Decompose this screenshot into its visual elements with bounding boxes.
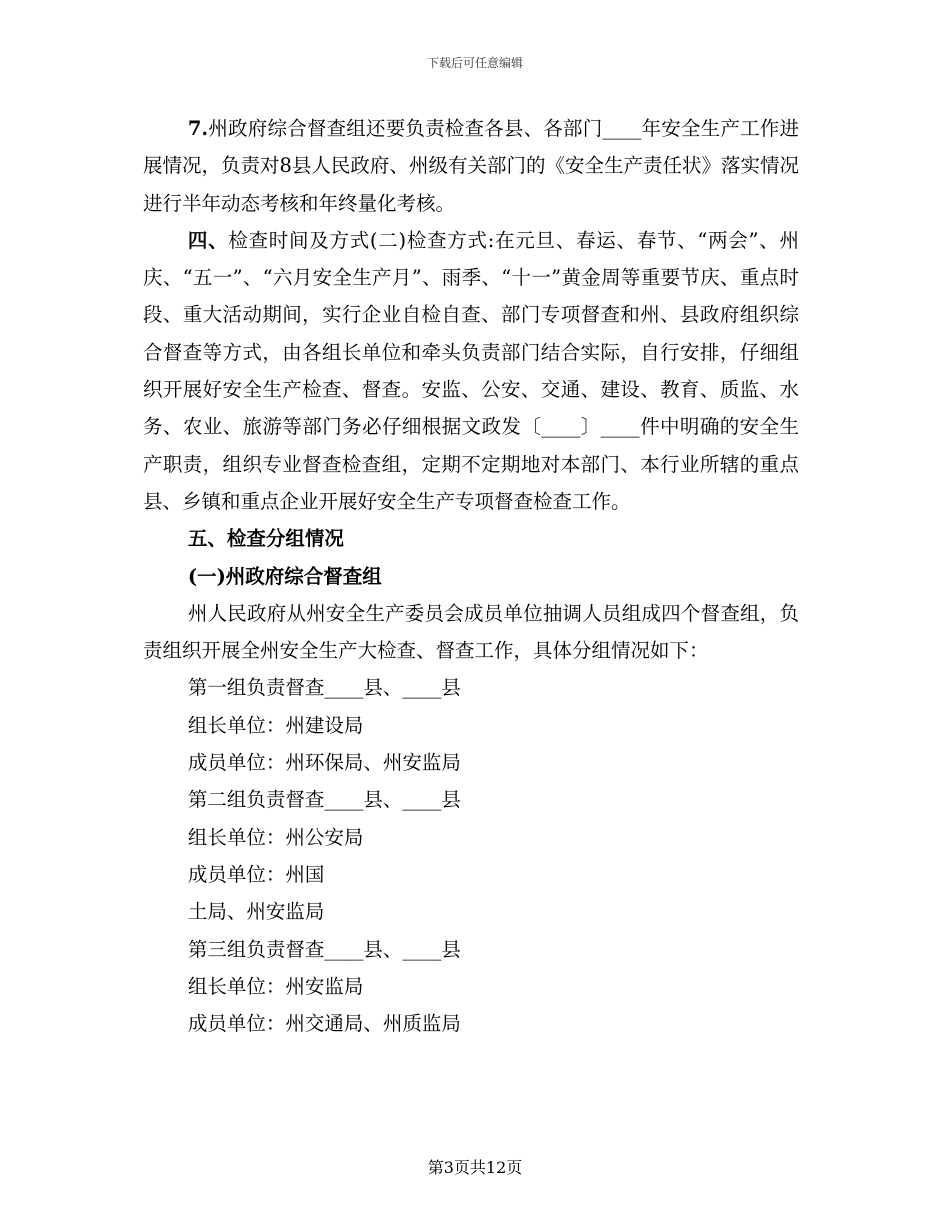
group-line: 第二组负责督查____县、____县 bbox=[187, 788, 461, 812]
paragraph-section-4 bbox=[143, 222, 799, 520]
group-line: 成员单位：州环保局、州安监局 bbox=[187, 751, 461, 775]
group-line: 组长单位：州建设局 bbox=[187, 713, 364, 737]
paragraph-text: 检查时间及方式(二)检查方式:在元旦、春运、春节、“两会”、州庆、“五一”、“六月安全生产月”、雨季、“十一”黄金周等重要节庆、重点时段、重大活动期间，实行企业自检自查、部门专项督查和州、县政府组织综合督查等方式，由各组长单位和牵头负责部门结合实际，自行安排，仔细组织开展好安全生产检查、督查。安监、公安、交通、建设、教育、质监、水务、农业、旅游等部门务必仔细根据文政发〔____〕____件中明确的安全生产职责，组织专业督查检查组，定期不定期地对本部门、本行业所辖的重点县、乡镇和重点企业开展好安全生产专项督查检查工作。 bbox=[143, 228, 799, 513]
paragraph-text: 州政府综合督查组还要负责检查各县、各部门____年安全生产工作进展情况，负责对8县人民政府、州级有关部门的《安全生产责任状》落实情况进行半年动态考核和年终量化考核。 bbox=[143, 117, 799, 215]
paragraph-item-7 bbox=[143, 110, 799, 222]
group-line: 第三组负责督查____县、____县 bbox=[187, 937, 461, 961]
group-line: 成员单位：州交通局、州质监局 bbox=[187, 1012, 461, 1036]
page-number: 第3页共12页 bbox=[427, 1158, 523, 1177]
group-line: 土局、州安监局 bbox=[187, 900, 325, 924]
group-line: 组长单位：州公安局 bbox=[187, 825, 364, 849]
intro-paragraph: 州人民政府从州安全生产委员会成员单位抽调人员组成四个督查组，负责组织开展全州安全生产大检查、督查工作，具体分组情况如下： bbox=[143, 601, 799, 663]
group-line: 组长单位：州安监局 bbox=[187, 974, 364, 998]
group-line: 第一组负责督查____县、____县 bbox=[187, 676, 461, 700]
item-number: 7. bbox=[187, 117, 209, 140]
group-line: 成员单位：州国 bbox=[187, 862, 325, 886]
section-number: 四、 bbox=[187, 228, 229, 252]
section-heading-5: 五、检查分组情况 bbox=[187, 527, 344, 551]
header-note: 下载后可任意编辑 bbox=[426, 56, 523, 70]
subsection-heading: (一)州政府综合督查组 bbox=[187, 564, 382, 588]
document-body bbox=[143, 110, 799, 1042]
